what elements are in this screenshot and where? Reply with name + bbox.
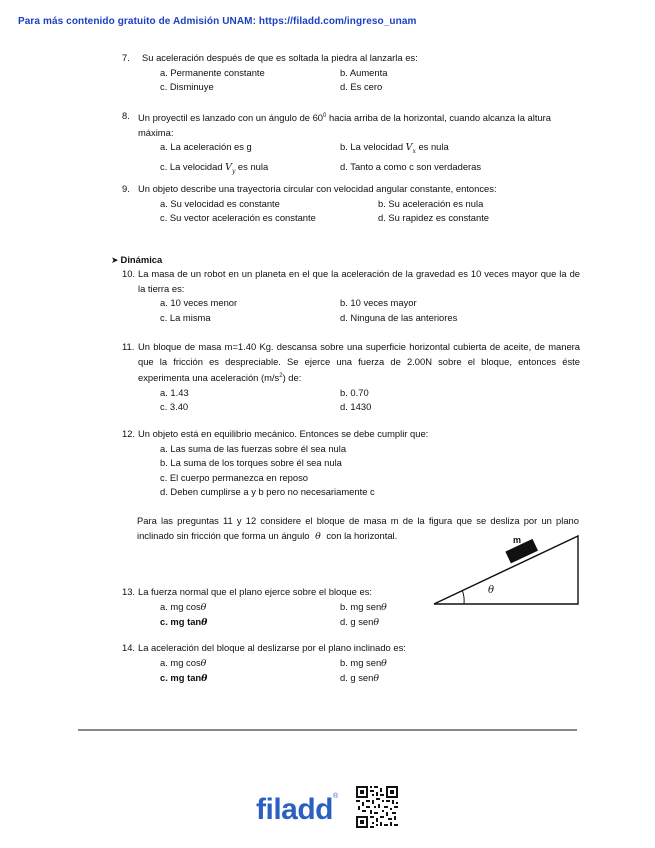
option-b: b. Aumenta [340,66,388,78]
option-c: c. mg tanθ [160,672,208,684]
option-b: b. 0.70 [340,386,369,398]
promo-banner-link[interactable]: Para más contenido gratuito de Admisión UNAM: https://filadd.com/ingreso_unam [18,16,417,27]
option-d: d. g senθ [340,672,380,684]
option-c: c. Su vector aceleración es constante [160,212,316,223]
option-d: d. Deben cumplirse a y b pero no necesariamente c [160,486,375,497]
option-a: a. Permanente constante [160,66,265,78]
filadd-logo[interactable]: filadd® [256,793,338,826]
question-number: 9. [122,183,130,194]
option-b: b. 10 veces mayor [340,297,417,308]
question-stem: La aceleración del bloque al deslizarse por el plano inclinado es: [138,642,406,653]
question-number: 12. [122,428,136,439]
footer-divider [78,729,577,731]
option-b: b. mg senθ [340,656,387,669]
angle-label: θ [488,585,495,596]
option-a: a. Su velocidad es constante [160,197,280,209]
option-b: b. mg senθ [340,600,387,613]
question-14 [122,641,580,687]
option-b: b. La suma de los torques sobre él sea nula [160,457,342,468]
question-stem: Un objeto está en equilibrio mecánico. Entonces se debe cumplir que: [138,428,429,439]
question-stem: Un bloque de masa m=1.40 Kg. descansa sobre una superficie horizontal cubierta de aceite, de manera que la fricción es despreciable. Se ejerce una fuerza de 2.00N sobre el bloque, entonces éste experimenta una aceleración $(m/s^2)$ de: [138,341,580,384]
question-number: 7. [122,52,130,63]
option-d: d. g senθ [340,616,380,628]
question-7 [122,51,580,95]
section-heading-dinamica: ➤ Dinámica [111,254,163,265]
question-9 [122,182,580,226]
instruction-paragraph: Para las preguntas 11 y 12 considere el bloque de masa m de la figura que se desliza por un plano inclinado sin fricción que forma un ángulo θ con la horizontal. [137,515,579,542]
sliding-block [505,539,538,564]
question-stem: Un proyectil es lanzado con un ángulo de $60^0$ hacia arriba de la horizontal, cuando alcanza la altura máxima: [138,112,551,138]
option-d: d. 1430 [340,401,372,413]
option-c: c. mg tanθ [160,616,208,628]
mass-label: m [513,535,522,545]
question-stem: La masa de un robot en un planeta en el que la aceleración de la gravedad es 10 veces mayor que la de la tierra es: [138,268,580,294]
question-stem: Su aceleración después de que es soltada la piedra al lanzarla es: [142,52,418,63]
question-13 [122,585,580,631]
option-a: a. 1.43 [160,386,189,398]
question-number: 14. [122,642,136,653]
question-11 [122,340,580,415]
arrow-bullet-icon: ➤ [111,255,119,265]
option-c: c. El cuerpo permanezca en reposo [160,471,308,483]
qr-code-icon[interactable] [355,785,399,829]
option-d: d. Ninguna de las anteriores [340,311,458,323]
option-a: a. La aceleración es g [160,141,252,153]
question-stem: Un objeto describe una trayectoria circular con velocidad angular constante, entonces: [138,183,497,194]
option-d: d. Tanto a como c son verdaderas [340,160,482,172]
question-number: 8. [122,110,130,121]
question-10 [122,267,580,325]
option-a: a. mg cosθ [160,600,207,613]
option-c: c. Disminuye [160,81,214,92]
option-d: d. Es cero [340,81,383,92]
option-c: c. La velocidad $V_y$ es nula [160,160,269,175]
option-a: a. 10 veces menor [160,297,238,308]
question-number: 11. [122,341,135,352]
option-a: a. mg cosθ [160,656,207,669]
option-b: b. Su aceleración es nula [378,197,484,209]
option-d: d. Su rapidez es constante [378,212,490,223]
question-stem: La fuerza normal que el plano ejerce sobre el bloque es: [138,586,373,597]
question-number: 13. [122,586,136,597]
question-8 [122,109,580,179]
option-c: c. La misma [160,311,211,323]
option-a: a. Las suma de las fuerzas sobre él sea nula [160,442,347,454]
question-12 [122,427,580,500]
question-number: 10. [122,268,136,279]
option-b: b. La velocidad $V_x$ es nula [340,141,449,155]
option-c: c. 3.40 [160,401,189,413]
